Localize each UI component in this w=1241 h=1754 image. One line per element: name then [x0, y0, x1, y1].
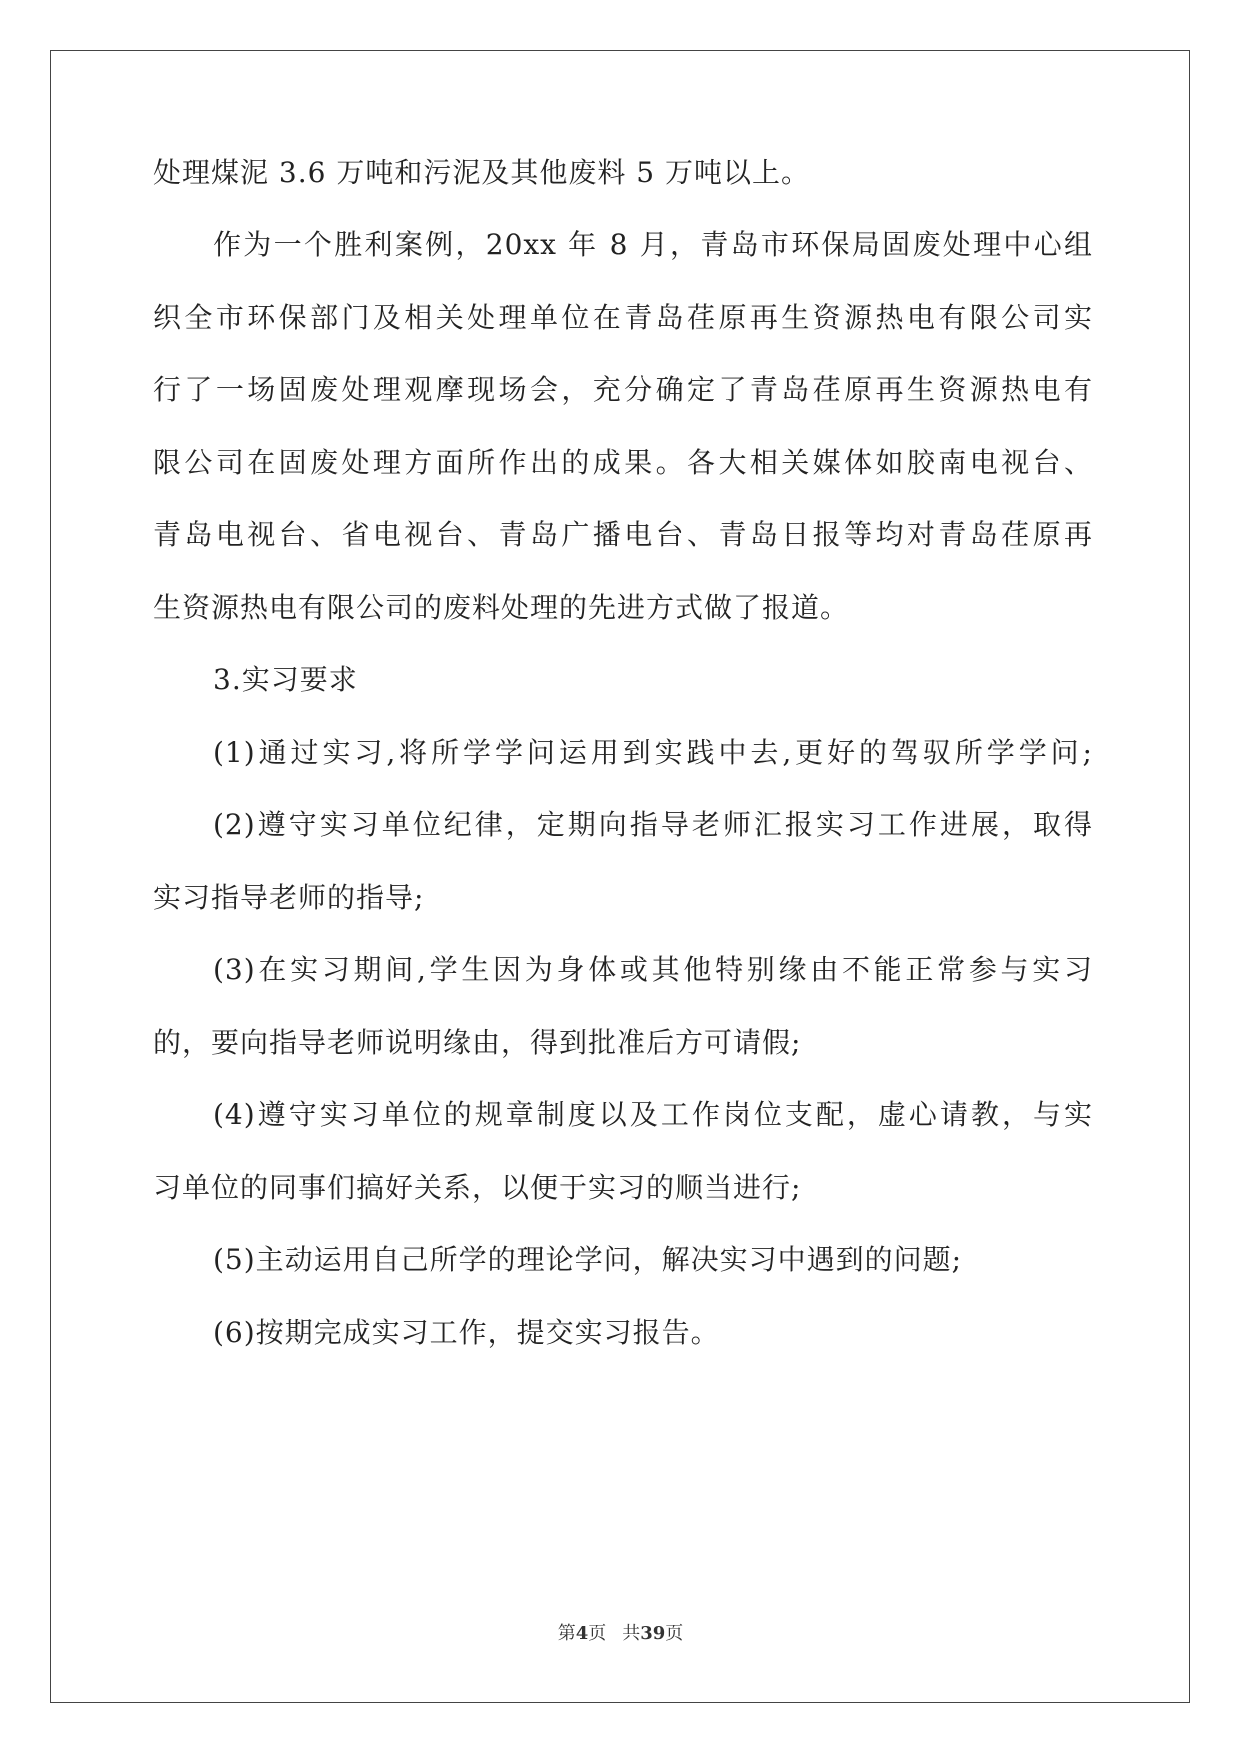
section-heading: 3.实习要求 — [213, 663, 358, 696]
total-suffix: 页 — [665, 1623, 684, 1644]
text-line: 实习指导老师的指导; — [153, 881, 425, 914]
text-line: 限公司在固废处理方面所作出的成果。各大相关媒体如胶南电视台、 — [153, 446, 1093, 479]
text-line: 处理煤泥 3.6 万吨和污泥及其他废料 5 万吨以上。 — [153, 156, 810, 189]
text-line: 行了一场固废处理观摩现场会，充分确定了青岛荏原再生资源热电有 — [153, 373, 1093, 406]
total-prefix: 共 — [622, 1623, 641, 1644]
page-footer — [0, 1622, 1241, 1646]
list-item: (3)在实习期间,学生因为身体或其他特别缘由不能正常参与实习 — [213, 953, 1093, 986]
text-line: 生资源热电有限公司的废料处理的先进方式做了报道。 — [153, 591, 850, 624]
list-item: (4)遵守实习单位的规章制度以及工作岗位支配，虚心请教，与实 — [213, 1098, 1093, 1131]
text-line: 习单位的同事们搞好关系，以便于实习的顺当进行; — [153, 1171, 802, 1204]
total-pages: 39 — [640, 1623, 666, 1644]
text-line: 织全市环保部门及相关处理单位在青岛荏原再生资源热电有限公司实 — [153, 301, 1093, 334]
text-line: 的，要向指导老师说明缘由，得到批准后方可请假; — [153, 1026, 802, 1059]
text-line: 青岛电视台、省电视台、青岛广播电台、青岛日报等均对青岛荏原再 — [153, 518, 1093, 551]
text-line: 作为一个胜利案例，20xx 年 8 月，青岛市环保局固废处理中心组 — [213, 228, 1093, 261]
list-item: (5)主动运用自己所学的理论学问，解决实习中遇到的问题; — [213, 1243, 963, 1276]
page-number: 4 — [575, 1623, 589, 1644]
list-item: (2)遵守实习单位纪律，定期向指导老师汇报实习工作进展，取得 — [213, 808, 1093, 841]
list-item: (1)通过实习,将所学学问运用到实践中去,更好的驾驭所学学问; — [213, 736, 1093, 769]
page-suffix: 页 — [588, 1623, 607, 1644]
list-item: (6)按期完成实习工作，提交实习报告。 — [213, 1316, 720, 1349]
page-prefix: 第 — [557, 1623, 576, 1644]
